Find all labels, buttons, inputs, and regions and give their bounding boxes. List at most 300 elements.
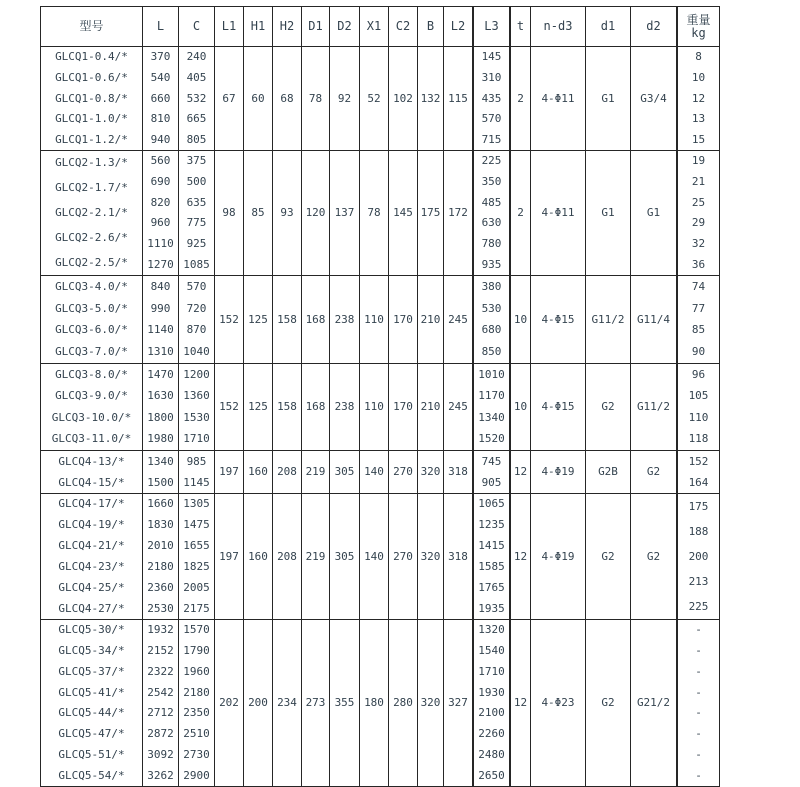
- group4-C2-cell: [389, 364, 418, 450]
- model-value: GLCQ1-0.4/*: [55, 50, 128, 64]
- group2-d1-cell: [586, 151, 631, 275]
- C-value: 532: [186, 91, 207, 105]
- header-L2: [444, 7, 474, 46]
- header-model: [41, 7, 143, 46]
- group2-X1-cell: [360, 151, 389, 275]
- group4-L3-cell: [474, 364, 511, 450]
- model-value: GLCQ2-2.6/*: [55, 230, 128, 244]
- group6-d2-cell: [631, 494, 678, 619]
- header-D2: [330, 7, 360, 46]
- L-value: 960: [150, 216, 171, 230]
- group3-H1-cell: [244, 276, 273, 363]
- group6-C-cell: [179, 494, 215, 619]
- group5-D2-cell: [330, 451, 360, 493]
- D2-value: 238: [334, 312, 355, 326]
- L3-value: 1235: [478, 518, 505, 532]
- model-value: GLCQ5-51/*: [58, 747, 125, 761]
- L-value: 2530: [147, 601, 174, 615]
- header-L: [143, 7, 179, 46]
- weight-value: -: [695, 664, 702, 678]
- model-value: GLCQ1-0.8/*: [55, 91, 128, 105]
- header-weight: [678, 7, 719, 46]
- model-value: GLCQ3-8.0/*: [55, 367, 128, 381]
- L-value: 810: [150, 112, 171, 126]
- group6-L3-cell: [474, 494, 511, 619]
- header-label: D2: [337, 19, 352, 33]
- L-value: 370: [150, 50, 171, 64]
- C-value: 1475: [183, 518, 210, 532]
- L-value: 540: [150, 70, 171, 84]
- H1-value: 125: [248, 312, 268, 326]
- group7-H2-cell: [273, 620, 302, 786]
- weight-value: 77: [691, 301, 706, 315]
- C-value: 2900: [183, 768, 210, 782]
- C2-value: 280: [393, 696, 413, 709]
- X1-value: 78: [367, 206, 381, 219]
- model-value: GLCQ4-21/*: [58, 539, 125, 553]
- d1-value: G2: [601, 400, 615, 413]
- group4-L2-cell: [444, 364, 474, 450]
- group5-H1-cell: [244, 451, 273, 493]
- L-value: 1140: [147, 323, 174, 337]
- header-label: L2: [450, 19, 466, 33]
- weight-value: 152: [688, 454, 709, 468]
- group3-weight-cell: [678, 276, 719, 363]
- L-value: 990: [150, 301, 171, 315]
- C-value: 635: [186, 195, 207, 209]
- group2-D2-cell: [330, 151, 360, 275]
- group5-L1-cell: [215, 451, 244, 493]
- L3-value: 1935: [478, 601, 505, 615]
- group3-n_d3-cell: [531, 276, 586, 363]
- L3-value: 310: [481, 70, 502, 84]
- D2-value: 92: [337, 91, 352, 105]
- L3-value: 380: [481, 279, 502, 293]
- weight-value: 105: [688, 389, 709, 403]
- C2-value: 270: [393, 549, 413, 563]
- table-header-row: [41, 7, 719, 47]
- d2-value: G1: [646, 206, 661, 219]
- weight-value: 32: [691, 237, 706, 250]
- H2-value: 158: [277, 312, 297, 326]
- table-group-6: [41, 494, 719, 620]
- group2-D1-cell: [302, 151, 330, 275]
- L1-value: 197: [219, 465, 239, 478]
- weight-value: 85: [691, 323, 706, 337]
- group7-L3-cell: [474, 620, 511, 786]
- header-label: n-d3: [543, 19, 573, 33]
- H2-value: 93: [280, 206, 294, 219]
- group7-L2-cell: [444, 620, 474, 786]
- model-value: GLCQ5-54/*: [58, 768, 125, 782]
- group3-X1-cell: [360, 276, 389, 363]
- weight-value: 29: [691, 216, 706, 230]
- header-C2: [389, 7, 418, 46]
- L3-value: 2650: [478, 768, 505, 782]
- weight-value: 118: [688, 432, 709, 446]
- L1-value: 67: [222, 91, 236, 105]
- L-value: 2542: [147, 685, 174, 699]
- H2-value: 234: [277, 696, 297, 709]
- header-label: t: [516, 19, 525, 33]
- model-value: GLCQ3-9.0/*: [55, 389, 128, 403]
- group6-L2-cell: [444, 494, 474, 619]
- L2-value: 327: [448, 696, 468, 709]
- C-value: 1710: [183, 432, 210, 446]
- group1-L1-cell: [215, 47, 244, 150]
- L2-value: 318: [448, 465, 468, 478]
- C-value: 870: [186, 323, 207, 337]
- header-label: 重量: [686, 12, 711, 27]
- group5-n_d3-cell: [531, 451, 586, 493]
- L-value: 1310: [147, 345, 174, 359]
- header-B: [418, 7, 444, 46]
- spec-table: [40, 6, 720, 787]
- model-value: GLCQ4-25/*: [58, 580, 125, 594]
- group6-weight-cell: [678, 494, 719, 619]
- D1-value: 273: [305, 696, 326, 709]
- table-body: [41, 47, 719, 786]
- d2-value: G11/4: [636, 312, 671, 326]
- L2-value: 115: [448, 91, 468, 105]
- C-value: 775: [186, 216, 207, 230]
- group2-B-cell: [418, 151, 444, 275]
- model-value: GLCQ3-10.0/*: [51, 410, 132, 424]
- d1-value: G1: [601, 91, 615, 105]
- group4-d1-cell: [586, 364, 631, 450]
- weight-value: 200: [688, 549, 709, 563]
- weight-value: 10: [691, 70, 706, 84]
- C-value: 2175: [183, 601, 210, 615]
- weight-value: -: [695, 644, 702, 658]
- weight-value: -: [695, 727, 702, 741]
- header-L1: [215, 7, 244, 46]
- L-value: 840: [150, 279, 171, 293]
- D1-value: 219: [305, 549, 326, 563]
- group1-X1-cell: [360, 47, 389, 150]
- group7-weight-cell: [678, 620, 719, 786]
- L3-value: 1585: [478, 559, 505, 573]
- C-value: 1790: [183, 644, 210, 658]
- model-value: GLCQ4-13/*: [58, 454, 125, 468]
- H2-value: 208: [277, 465, 297, 478]
- group5-B-cell: [418, 451, 444, 493]
- D2-value: 355: [334, 696, 355, 709]
- group3-d1-cell: [586, 276, 631, 363]
- model-value: GLCQ1-0.6/*: [55, 70, 128, 84]
- header-label: d1: [600, 19, 616, 33]
- header-H2: [273, 7, 302, 46]
- B-value: 210: [420, 400, 441, 413]
- group3-L1-cell: [215, 276, 244, 363]
- L-value: 2152: [147, 644, 174, 658]
- weight-value: 213: [688, 574, 709, 588]
- group4-D2-cell: [330, 364, 360, 450]
- D2-value: 137: [334, 206, 355, 219]
- model-value: GLCQ2-1.7/*: [55, 181, 128, 195]
- weight-value: 74: [691, 279, 706, 293]
- group1-D2-cell: [330, 47, 360, 150]
- d2-value: G2: [646, 549, 661, 563]
- L3-value: 1415: [478, 539, 505, 553]
- C-value: 405: [186, 70, 207, 84]
- C-value: 1360: [183, 389, 210, 403]
- B-value: 320: [420, 465, 441, 478]
- C-value: 570: [186, 279, 207, 293]
- group1-C2-cell: [389, 47, 418, 150]
- C2-value: 170: [393, 312, 413, 326]
- model-value: GLCQ2-2.5/*: [55, 255, 128, 269]
- weight-value: 110: [688, 410, 709, 424]
- group5-model-cell: [41, 451, 143, 493]
- group4-d2-cell: [631, 364, 678, 450]
- header-label: B: [426, 19, 435, 33]
- table-group-4: [41, 364, 719, 451]
- L3-value: 1540: [478, 644, 505, 658]
- group7-t-cell: [511, 620, 531, 786]
- C-value: 2180: [183, 685, 210, 699]
- C-value: 1960: [183, 664, 210, 678]
- header-label: L3: [484, 19, 499, 33]
- group2-L3-cell: [474, 151, 511, 275]
- H1-value: 200: [248, 696, 268, 709]
- group1-D1-cell: [302, 47, 330, 150]
- model-value: GLCQ2-2.1/*: [55, 205, 128, 219]
- C-value: 1305: [183, 497, 210, 511]
- group7-X1-cell: [360, 620, 389, 786]
- H1-value: 85: [251, 206, 265, 219]
- C-value: 1040: [183, 345, 210, 359]
- n_d3-value: 4-Φ19: [541, 465, 575, 478]
- C-value: 925: [186, 237, 207, 250]
- group5-C-cell: [179, 451, 215, 493]
- C-value: 985: [186, 454, 207, 468]
- group7-C-cell: [179, 620, 215, 786]
- group1-H1-cell: [244, 47, 273, 150]
- d2-value: G2: [646, 465, 661, 478]
- header-label: C2: [395, 19, 411, 33]
- B-value: 132: [420, 91, 441, 105]
- group6-B-cell: [418, 494, 444, 619]
- L-value: 690: [150, 174, 171, 188]
- L3-value: 630: [481, 216, 502, 230]
- n_d3-value: 4-Φ11: [541, 206, 575, 219]
- group1-C-cell: [179, 47, 215, 150]
- C2-value: 270: [393, 465, 413, 478]
- group3-t-cell: [511, 276, 531, 363]
- D2-value: 305: [334, 549, 355, 563]
- L3-value: 2480: [478, 747, 505, 761]
- L3-value: 1340: [478, 410, 505, 424]
- L1-value: 98: [222, 206, 236, 219]
- L-value: 940: [150, 132, 171, 146]
- C-value: 720: [186, 301, 207, 315]
- header-t: [511, 7, 531, 46]
- D2-value: 305: [334, 465, 355, 478]
- group2-H1-cell: [244, 151, 273, 275]
- C-value: 1655: [183, 539, 210, 553]
- B-value: 210: [420, 312, 441, 326]
- table-group-3: [41, 276, 719, 364]
- L3-value: 1170: [478, 389, 505, 403]
- group6-L1-cell: [215, 494, 244, 619]
- L3-value: 1065: [478, 497, 505, 511]
- n_d3-value: 4-Φ15: [541, 312, 575, 326]
- group4-n_d3-cell: [531, 364, 586, 450]
- L-value: 1340: [147, 454, 174, 468]
- header-label: L1: [221, 19, 237, 33]
- group2-C-cell: [179, 151, 215, 275]
- model-value: GLCQ1-1.2/*: [55, 132, 128, 146]
- L2-value: 172: [448, 206, 468, 219]
- header-d1: [586, 7, 631, 46]
- H1-value: 60: [251, 91, 265, 105]
- header-label: X1: [366, 19, 382, 33]
- C-value: 375: [186, 154, 207, 168]
- model-value: GLCQ5-30/*: [58, 623, 125, 637]
- table-group-7: [41, 620, 719, 786]
- L2-value: 245: [448, 400, 468, 413]
- t-value: 10: [513, 312, 528, 326]
- group7-D2-cell: [330, 620, 360, 786]
- L-value: 1932: [147, 623, 174, 637]
- model-value: GLCQ3-5.0/*: [55, 301, 128, 315]
- group6-L-cell: [143, 494, 179, 619]
- group2-d2-cell: [631, 151, 678, 275]
- D1-value: 219: [305, 465, 326, 478]
- L3-value: 1520: [478, 432, 505, 446]
- group4-C-cell: [179, 364, 215, 450]
- C-value: 805: [186, 132, 207, 146]
- group5-H2-cell: [273, 451, 302, 493]
- header-label: D1: [308, 19, 323, 33]
- model-value: GLCQ3-4.0/*: [55, 279, 128, 293]
- L1-value: 152: [219, 400, 239, 413]
- group7-model-cell: [41, 620, 143, 786]
- group2-L-cell: [143, 151, 179, 275]
- model-value: GLCQ5-44/*: [58, 706, 125, 720]
- L2-value: 318: [448, 549, 468, 563]
- group6-D2-cell: [330, 494, 360, 619]
- d2-value: G3/4: [640, 91, 667, 105]
- L3-value: 530: [481, 301, 502, 315]
- C-value: 665: [186, 112, 207, 126]
- model-value: GLCQ4-15/*: [58, 475, 125, 489]
- model-value: GLCQ4-27/*: [58, 601, 125, 615]
- L-value: 1630: [147, 389, 174, 403]
- X1-value: 110: [364, 400, 384, 413]
- H1-value: 125: [248, 400, 268, 413]
- H1-value: 160: [248, 465, 268, 478]
- group7-H1-cell: [244, 620, 273, 786]
- group4-B-cell: [418, 364, 444, 450]
- group3-C2-cell: [389, 276, 418, 363]
- group6-d1-cell: [586, 494, 631, 619]
- group1-d2-cell: [631, 47, 678, 150]
- group1-t-cell: [511, 47, 531, 150]
- group4-L1-cell: [215, 364, 244, 450]
- L-value: 1660: [147, 497, 174, 511]
- group5-t-cell: [511, 451, 531, 493]
- H2-value: 208: [277, 549, 297, 563]
- group1-model-cell: [41, 47, 143, 150]
- C2-value: 145: [393, 206, 413, 219]
- L3-value: 780: [481, 237, 502, 250]
- L-value: 3262: [147, 768, 174, 782]
- L3-value: 850: [481, 345, 502, 359]
- group5-D1-cell: [302, 451, 330, 493]
- L3-value: 1930: [478, 685, 505, 699]
- C-value: 240: [186, 50, 207, 64]
- C-value: 2350: [183, 706, 210, 720]
- group4-weight-cell: [678, 364, 719, 450]
- group6-C2-cell: [389, 494, 418, 619]
- group3-H2-cell: [273, 276, 302, 363]
- group4-model-cell: [41, 364, 143, 450]
- X1-value: 140: [364, 465, 384, 478]
- D1-value: 120: [305, 206, 326, 219]
- weight-value: 19: [691, 154, 706, 168]
- L-value: 1830: [147, 518, 174, 532]
- C-value: 1200: [183, 367, 210, 381]
- group3-L3-cell: [474, 276, 511, 363]
- t-value: 12: [513, 696, 528, 709]
- group3-D2-cell: [330, 276, 360, 363]
- group2-model-cell: [41, 151, 143, 275]
- L-value: 1270: [147, 257, 174, 271]
- model-value: GLCQ5-47/*: [58, 727, 125, 741]
- d1-value: G2: [601, 549, 615, 563]
- group1-L2-cell: [444, 47, 474, 150]
- d1-value: G1: [601, 206, 615, 219]
- L3-value: 570: [481, 112, 502, 126]
- X1-value: 52: [367, 91, 381, 105]
- header-n_d3: [531, 7, 586, 46]
- group4-t-cell: [511, 364, 531, 450]
- X1-value: 140: [364, 549, 384, 563]
- table-group-2: [41, 151, 719, 276]
- L-value: 3092: [147, 747, 174, 761]
- model-value: GLCQ3-6.0/*: [55, 323, 128, 337]
- group1-n_d3-cell: [531, 47, 586, 150]
- weight-value: 8: [695, 50, 702, 64]
- d1-value: G11/2: [591, 312, 625, 326]
- group6-D1-cell: [302, 494, 330, 619]
- group7-C2-cell: [389, 620, 418, 786]
- C-value: 2730: [183, 747, 210, 761]
- L3-value: 1710: [478, 664, 505, 678]
- C-value: 1145: [183, 475, 210, 489]
- L3-value: 2100: [478, 706, 505, 720]
- L-value: 2010: [147, 539, 174, 553]
- L3-value: 715: [481, 132, 502, 146]
- group4-H2-cell: [273, 364, 302, 450]
- L2-value: 245: [448, 312, 468, 326]
- header-label: H1: [250, 19, 266, 33]
- table-group-5: [41, 451, 719, 494]
- B-value: 320: [420, 549, 441, 563]
- group2-L1-cell: [215, 151, 244, 275]
- H2-value: 68: [280, 91, 294, 105]
- group5-d2-cell: [631, 451, 678, 493]
- header-sublabel: kg: [691, 25, 706, 40]
- B-value: 320: [420, 696, 441, 709]
- group3-L-cell: [143, 276, 179, 363]
- header-X1: [360, 7, 389, 46]
- C-value: 500: [186, 174, 207, 188]
- group3-L2-cell: [444, 276, 474, 363]
- model-value: GLCQ2-1.3/*: [55, 156, 128, 170]
